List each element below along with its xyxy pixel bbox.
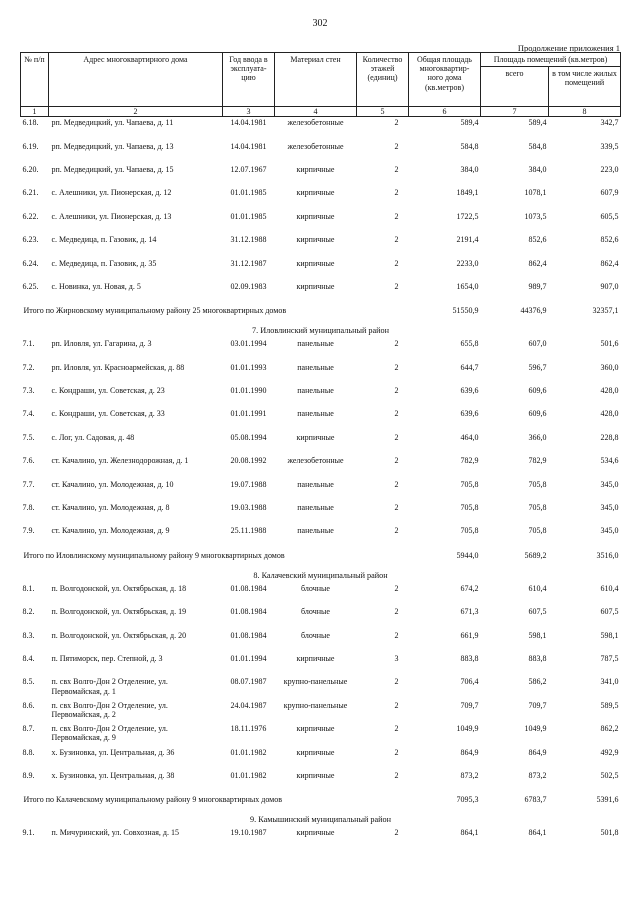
row-number: 8.4. [22,654,35,663]
row-material: железобетонные [287,456,344,466]
table-row [21,827,621,850]
row-number: 9.1. [22,828,35,838]
row-total-area: 705,8 [460,526,479,536]
row-total-area: 706,4 [460,677,479,687]
row-number: 6.25. [22,281,39,291]
row-premises-total: 705,8 [528,479,547,489]
row-address: с. Алешники, ул. Пионерская, д. 12 [51,188,172,198]
header-premises-total: всего [481,67,549,107]
row-address: рп. Иловля, ул. Гагарина, д. 3 [51,339,152,349]
page-number: 302 [312,18,328,29]
table-body [21,117,621,851]
row-premises-total: 705,8 [528,526,547,536]
row-floors: 2 [394,479,399,489]
row-address: с. Кондраши, ул. Советская, д. 23 [51,386,165,396]
row-year: 19.07.1988 [230,479,267,489]
row-floors: 2 [394,607,399,617]
row-premises-residential: 228,8 [600,432,619,442]
row-premises-total: 873,2 [528,770,547,780]
table-row [21,583,621,606]
row-floors: 2 [394,188,399,198]
row-premises-total: 610,4 [528,583,547,593]
row-year: 14.04.1981 [230,118,267,128]
row-premises-residential: 223,0 [600,164,619,174]
row-address: с. Новинка, ул. Новая, д. 5 [51,281,141,291]
row-material: блочные [301,630,330,640]
row-material: кирпичные [296,770,335,780]
header-floors: Количество этажей (единиц) [357,53,409,107]
table-row [21,770,621,793]
total-residential: 5391,6 [596,795,619,805]
table-row [21,164,621,187]
row-premises-residential: 345,0 [600,526,619,536]
table-row [21,408,621,431]
row-total-area: 655,8 [460,339,479,349]
table-row [21,479,621,502]
header-num: № п/п [21,53,49,107]
header-premises-area: Площадь помещений (кв.метров) [481,53,621,67]
row-premises-residential: 589,5 [600,700,619,710]
row-material: панельные [297,526,334,536]
row-floors: 2 [394,362,399,372]
row-address: ст. Качалино, ул. Молодежная, д. 10 [51,479,174,489]
row-address: п. Пятиморск, пер. Степной, д. 3 [51,654,163,663]
row-year: 19.10.1987 [230,828,267,838]
row-premises-total: 607,0 [528,339,547,349]
row-premises-total: 1049,9 [524,724,547,734]
total-premises: 6783,7 [524,795,547,805]
row-total-area: 584,8 [460,141,479,151]
row-number: 6.23. [22,235,39,245]
row-premises-residential: 339,5 [600,141,619,151]
row-premises-residential: 342,7 [600,118,619,128]
row-address: х. Бузиновка, ул. Центральная, д. 36 [51,747,175,757]
row-total-area: 873,2 [460,770,479,780]
row-premises-total: 589,4 [528,118,547,128]
row-total-area: 1849,1 [456,188,479,198]
table-row [21,630,621,653]
total-premises: 44376,9 [520,306,547,316]
row-premises-total: 596,7 [528,362,547,372]
table-row [21,606,621,629]
row-material: блочные [301,607,330,617]
row-year: 01.08.1984 [230,583,267,593]
row-year: 01.01.1982 [230,770,267,780]
table-row [21,117,621,141]
row-material: панельные [297,409,334,419]
row-year: 18.11.1976 [230,724,267,734]
row-floors: 2 [394,118,399,128]
total-row [21,304,621,326]
row-number: 7.6. [22,456,35,466]
row-material: крупно-панельные [283,677,348,687]
row-premises-total: 864,9 [528,747,547,757]
table-row [21,432,621,455]
table-row [21,525,621,548]
row-premises-total: 709,7 [528,700,547,710]
row-premises-residential: 607,9 [600,188,619,198]
row-address: с. Медведица, п. Газовик, д. 14 [51,235,157,245]
row-material: кирпичные [296,281,335,291]
col-number: 2 [49,107,223,117]
row-premises-total: 1078,1 [524,188,547,198]
row-number: 7.7. [22,479,35,489]
total-residential: 32357,1 [592,306,619,316]
row-year: 01.08.1984 [230,630,267,640]
row-year: 20.08.1992 [230,456,267,466]
col-number: 8 [549,107,621,117]
row-material: кирпичные [296,747,335,757]
row-premises-residential: 345,0 [600,479,619,489]
row-material: кирпичные [296,235,335,245]
total-row [21,793,621,815]
row-material: панельные [297,503,334,513]
table-row [21,281,621,304]
row-address: ст. Качалино, ул. Молодежная, д. 8 [51,503,170,513]
row-premises-total: 862,4 [528,258,547,268]
table-row [21,141,621,164]
table-row [21,234,621,257]
row-year: 19.03.1988 [230,503,267,513]
row-number: 6.21. [22,188,39,198]
table-row [21,338,621,361]
row-premises-total: 883,8 [528,654,547,663]
row-year: 14.04.1981 [230,141,267,151]
row-number: 6.20. [22,164,39,174]
row-total-area: 864,1 [460,828,479,838]
total-row [21,549,621,571]
row-material: панельные [297,386,334,396]
row-year: 01.08.1984 [230,607,267,617]
row-premises-residential: 501,8 [600,828,619,838]
total-label: Итого по Жирновскому муниципальному району 25 многоквартирных домов [23,306,287,316]
header-year: Год ввода в эксплуата-цию [223,53,275,107]
row-floors: 2 [394,677,399,687]
header-address: Адрес многоквартирного дома [49,53,223,107]
row-total-area: 464,0 [460,432,479,442]
row-material: панельные [297,479,334,489]
total-area: 7095,3 [456,795,479,805]
row-premises-total: 609,6 [528,386,547,396]
row-address: п. свх Волго-Дон 2 Отделение, ул. Первомайская, д. 9 [51,724,168,743]
row-address: ст. Качалино, ул. Железнодорожная, д. 1 [51,456,189,466]
row-address: с. Медведица, п. Газовик, д. 35 [51,258,157,268]
row-floors: 2 [394,724,399,734]
row-number: 8.9. [22,770,35,780]
row-premises-residential: 610,4 [600,583,619,593]
row-number: 8.3. [22,630,35,640]
row-premises-residential: 360,0 [600,362,619,372]
row-material: панельные [297,362,334,372]
row-number: 7.5. [22,432,35,442]
row-total-area: 1049,9 [456,724,479,734]
row-floors: 2 [394,409,399,419]
section-title-row [21,815,621,827]
housing-table [20,52,621,851]
row-floors: 2 [394,432,399,442]
row-address: с. Кондраши, ул. Советская, д. 33 [51,409,165,419]
row-number: 6.19. [22,141,39,151]
table-row [21,723,621,746]
row-premises-total: 1073,5 [524,211,547,221]
col-number: 3 [223,107,275,117]
row-floors: 3 [394,654,399,663]
row-total-area: 2191,4 [456,235,479,245]
row-total-area: 639,6 [460,386,479,396]
row-address: п. Волгодонской, ул. Октябрьская, д. 18 [51,583,187,593]
row-number: 7.8. [22,503,35,513]
row-premises-residential: 607,5 [600,607,619,617]
row-floors: 2 [394,526,399,536]
row-floors: 2 [394,828,399,838]
row-number: 6.22. [22,211,39,221]
col-number: 5 [357,107,409,117]
row-premises-residential: 341,0 [600,677,619,687]
row-year: 25.11.1988 [230,526,267,536]
table-row [21,700,621,723]
table-row [21,653,621,676]
row-year: 01.01.1994 [230,654,267,663]
row-floors: 2 [394,747,399,757]
row-floors: 2 [394,164,399,174]
table-row [21,502,621,525]
row-floors: 2 [394,235,399,245]
row-total-area: 2233,0 [456,258,479,268]
row-material: кирпичные [296,211,335,221]
row-floors: 2 [394,630,399,640]
row-total-area: 1654,0 [456,281,479,291]
row-address: п. Мичуринский, ул. Совхозная, д. 15 [51,828,179,838]
section-title-row [21,326,621,338]
table-row [21,258,621,281]
row-material: блочные [301,583,330,593]
table-row [21,187,621,210]
col-number: 1 [21,107,49,117]
col-number: 7 [481,107,549,117]
row-number: 8.1. [22,583,35,593]
row-number: 7.4. [22,409,35,419]
row-number: 6.18. [22,118,39,128]
row-address: рп. Иловля, ул. Красноармейская, д. 88 [51,362,185,372]
row-premises-residential: 907,0 [600,281,619,291]
row-premises-residential: 501,6 [600,339,619,349]
row-number: 8.5. [22,677,35,687]
row-premises-total: 607,5 [528,607,547,617]
row-year: 01.01.1991 [230,409,267,419]
row-address: ст. Качалино, ул. Молодежная, д. 9 [51,526,170,536]
row-material: кирпичные [296,188,335,198]
total-area: 5944,0 [456,550,479,560]
section-title: 8. Калачевский муниципальный район [253,570,388,580]
row-total-area: 705,8 [460,479,479,489]
header-material: Материал стен [275,53,357,107]
row-address: п. свх Волго-Дон 2 Отделение, ул. Первомайская, д. 1 [51,677,168,696]
row-premises-total: 584,8 [528,141,547,151]
section-title: 7. Иловлинский муниципальный район [252,326,389,336]
table-row [21,455,621,478]
table-row [21,211,621,234]
row-address: рп. Медведицкий, ул. Чапаева, д. 11 [51,118,174,128]
row-year: 01.01.1985 [230,211,267,221]
table-row [21,747,621,770]
row-number: 6.24. [22,258,39,268]
row-premises-residential: 787,5 [600,654,619,663]
row-floors: 2 [394,456,399,466]
row-year: 01.01.1993 [230,362,267,372]
row-material: железобетонные [287,141,344,151]
row-floors: 2 [394,700,399,710]
row-total-area: 384,0 [460,164,479,174]
row-year: 05.08.1994 [230,432,267,442]
row-address: п. Волгодонской, ул. Октябрьская, д. 20 [51,630,187,640]
row-floors: 2 [394,583,399,593]
row-floors: 2 [394,211,399,221]
section-title: 9. Камышинский муниципальный район [250,815,391,825]
row-premises-residential: 862,4 [600,258,619,268]
row-material: кирпичные [296,828,335,838]
row-total-area: 864,9 [460,747,479,757]
row-premises-total: 864,1 [528,828,547,838]
row-premises-residential: 428,0 [600,386,619,396]
row-premises-residential: 852,6 [600,235,619,245]
row-year: 31.12.1987 [230,258,267,268]
row-address: рп. Медведицкий, ул. Чапаева, д. 13 [51,141,174,151]
row-total-area: 661,9 [460,630,479,640]
row-premises-total: 609,6 [528,409,547,419]
row-total-area: 782,9 [460,456,479,466]
row-floors: 2 [394,386,399,396]
row-total-area: 589,4 [460,118,479,128]
col-number: 4 [275,107,357,117]
row-material: крупно-панельные [283,700,348,710]
row-premises-residential: 428,0 [600,409,619,419]
row-year: 03.01.1994 [230,339,267,349]
row-address: с. Лог, ул. Садовая, д. 48 [51,432,135,442]
row-address: х. Бузиновка, ул. Центральная, д. 38 [51,770,175,780]
row-year: 24.04.1987 [230,700,267,710]
row-premises-total: 782,9 [528,456,547,466]
col-number: 6 [409,107,481,117]
row-number: 7.2. [22,362,35,372]
total-label: Итого по Калачевскому муниципальному району 9 многоквартирных домов [23,795,283,805]
total-premises: 5689,2 [524,550,547,560]
row-floors: 2 [394,281,399,291]
row-total-area: 705,8 [460,503,479,513]
table-row [21,362,621,385]
row-number: 8.6. [22,700,35,710]
row-address: п. свх Волго-Дон 2 Отделение, ул. Первомайская, д. 2 [51,700,168,719]
row-total-area: 674,2 [460,583,479,593]
row-premises-residential: 534,6 [600,456,619,466]
row-year: 08.07.1987 [230,677,267,687]
row-address: с. Алешники, ул. Пионерская, д. 13 [51,211,172,221]
row-material: кирпичные [296,654,335,663]
header-total-area: Общая площадь многоквартир-ного дома (кв.метров) [409,53,481,107]
row-total-area: 671,3 [460,607,479,617]
row-premises-total: 705,8 [528,503,547,513]
row-premises-residential: 502,5 [600,770,619,780]
row-floors: 2 [394,339,399,349]
row-premises-total: 586,2 [528,677,547,687]
row-total-area: 883,8 [460,654,479,663]
row-address: п. Волгодонской, ул. Октябрьская, д. 19 [51,607,187,617]
row-material: панельные [297,339,334,349]
row-address: рп. Медведицкий, ул. Чапаева, д. 15 [51,164,174,174]
row-material: кирпичные [296,432,335,442]
row-number: 8.8. [22,747,35,757]
row-floors: 2 [394,141,399,151]
row-number: 8.7. [22,724,35,734]
total-label: Итого по Иловлинскому муниципальному району 9 многоквартирных домов [23,550,285,560]
row-floors: 2 [394,503,399,513]
row-total-area: 709,7 [460,700,479,710]
row-premises-residential: 862,2 [600,724,619,734]
row-material: железобетонные [287,118,344,128]
row-year: 02.09.1983 [230,281,267,291]
row-premises-total: 366,0 [528,432,547,442]
row-year: 01.01.1990 [230,386,267,396]
row-number: 7.3. [22,386,35,396]
row-total-area: 639,6 [460,409,479,419]
row-floors: 2 [394,770,399,780]
total-residential: 3516,0 [596,550,619,560]
row-material: кирпичные [296,164,335,174]
continuation-note: Продолжение приложения 1 [517,43,620,53]
row-total-area: 644,7 [460,362,479,372]
row-premises-residential: 605,5 [600,211,619,221]
row-year: 01.01.1982 [230,747,267,757]
row-year: 12.07.1967 [230,164,267,174]
row-premises-residential: 345,0 [600,503,619,513]
row-floors: 2 [394,258,399,268]
row-premises-total: 384,0 [528,164,547,174]
row-number: 8.2. [22,607,35,617]
table-row [21,676,621,699]
row-number: 7.9. [22,526,35,536]
row-material: кирпичные [296,724,335,734]
row-material: кирпичные [296,258,335,268]
section-title-row [21,571,621,583]
table-row [21,385,621,408]
row-premises-residential: 598,1 [600,630,619,640]
row-total-area: 1722,5 [456,211,479,221]
row-premises-total: 598,1 [528,630,547,640]
total-area: 51550,9 [452,306,479,316]
header-premises-residential: в том числе жилых помещений [549,67,621,107]
row-premises-residential: 492,9 [600,747,619,757]
row-premises-total: 852,6 [528,235,547,245]
row-premises-total: 989,7 [528,281,547,291]
row-year: 31.12.1988 [230,235,267,245]
row-year: 01.01.1985 [230,188,267,198]
row-number: 7.1. [22,339,35,349]
